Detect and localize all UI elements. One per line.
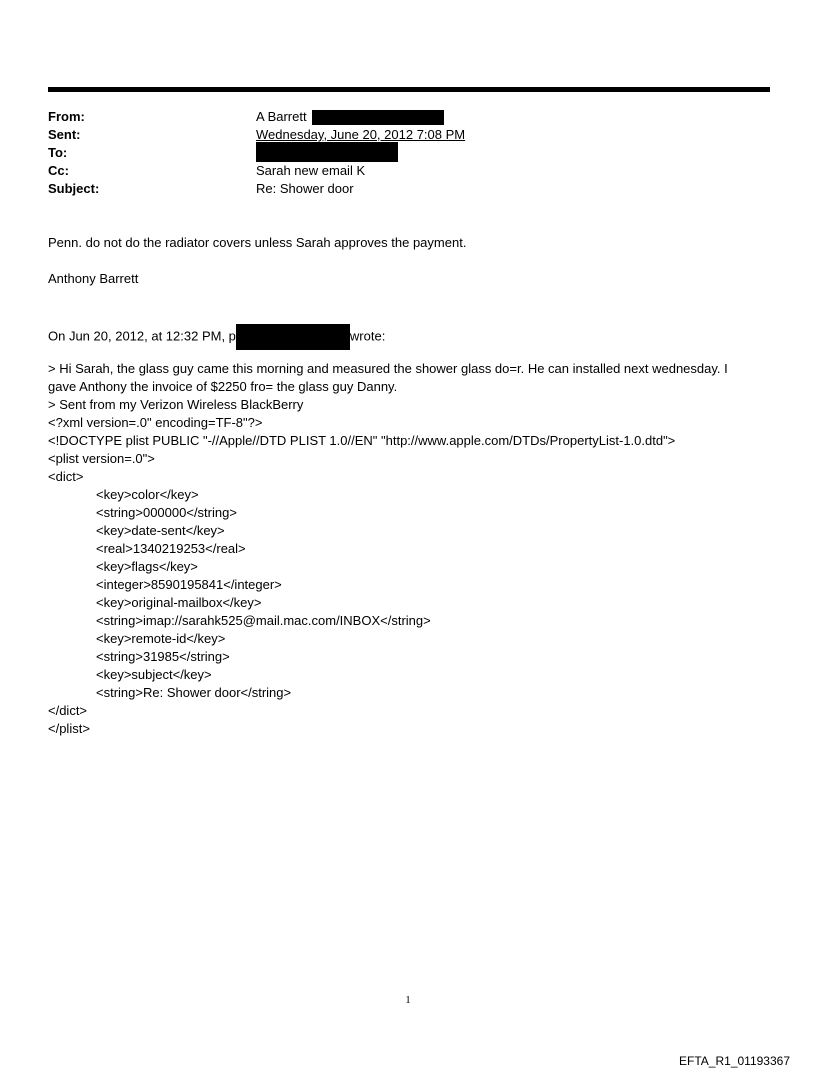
xml-declaration: <?xml version=.0" encoding=TF-8"?> [48,415,263,430]
quote-intro-start: On Jun 20, 2012, at 12:32 PM, p [48,328,236,344]
dict-line: <key>flags</key> [96,559,198,574]
redaction-box [256,142,398,162]
sent-value: Wednesday, June 20, 2012 7:08 PM [256,127,466,142]
quote-intro-end: wrote: [349,328,386,344]
dict-line: <key>remote-id</key> [96,631,226,646]
plist-open: <plist version=.0"> [48,451,155,466]
to-value [256,142,398,162]
dict-line: <integer>8590195841</integer> [96,577,282,592]
dict-line: <key>color</key> [96,487,199,502]
dict-line: <key>date-sent</key> [96,523,225,538]
dict-line: <key>subject</key> [96,667,212,682]
dict-line: <string>imap://sarahk525@mail.mac.com/INBOX</string> [96,613,431,628]
quoted-text: > Sent from my Verizon Wireless BlackBerry [48,397,304,412]
cc-value: Sarah new email K [256,163,366,178]
dict-line: <string>Re: Shower door</string> [96,685,292,700]
subject-label: Subject: [48,181,100,196]
sent-label: Sent: [48,127,81,142]
header-rule [48,87,770,92]
plist-close: </plist> [48,721,90,736]
cc-label: Cc: [48,163,69,178]
from-name: A Barrett [256,109,307,124]
dict-open: <dict> [48,469,84,484]
from-value [256,108,444,126]
dict-close: </dict> [48,703,88,718]
redaction-box [312,110,444,125]
bates-number: EFTA_R1_01193367 [679,1054,790,1068]
subject-value: Re: Shower door [256,181,354,196]
message-line: Penn. do not do the radiator covers unless Sarah approves the payment. [48,235,467,250]
doctype-line: <!DOCTYPE plist PUBLIC "-//Apple//DTD PLIST 1.0//EN" "http://www.apple.com/DTDs/PropertyList-1.0.dtd"> [48,433,676,448]
redaction-box [236,324,350,350]
signature: Anthony Barrett [48,271,139,286]
quote-intro [48,324,385,350]
to-label: To: [48,145,68,160]
dict-line: <string>31985</string> [96,649,230,664]
dict-line: <real>1340219253</real> [96,541,246,556]
page-number: 1 [405,994,411,1006]
from-label: From: [48,109,85,124]
dict-line: <string>000000</string> [96,505,237,520]
dict-line: <key>original-mailbox</key> [96,595,262,610]
quoted-text: > Hi Sarah, the glass guy came this morning and measured the shower glass do=r. He can installed next wednesday. I gave Anthony the invoice of $2250 fro= the glass guy Danny. [48,361,728,394]
